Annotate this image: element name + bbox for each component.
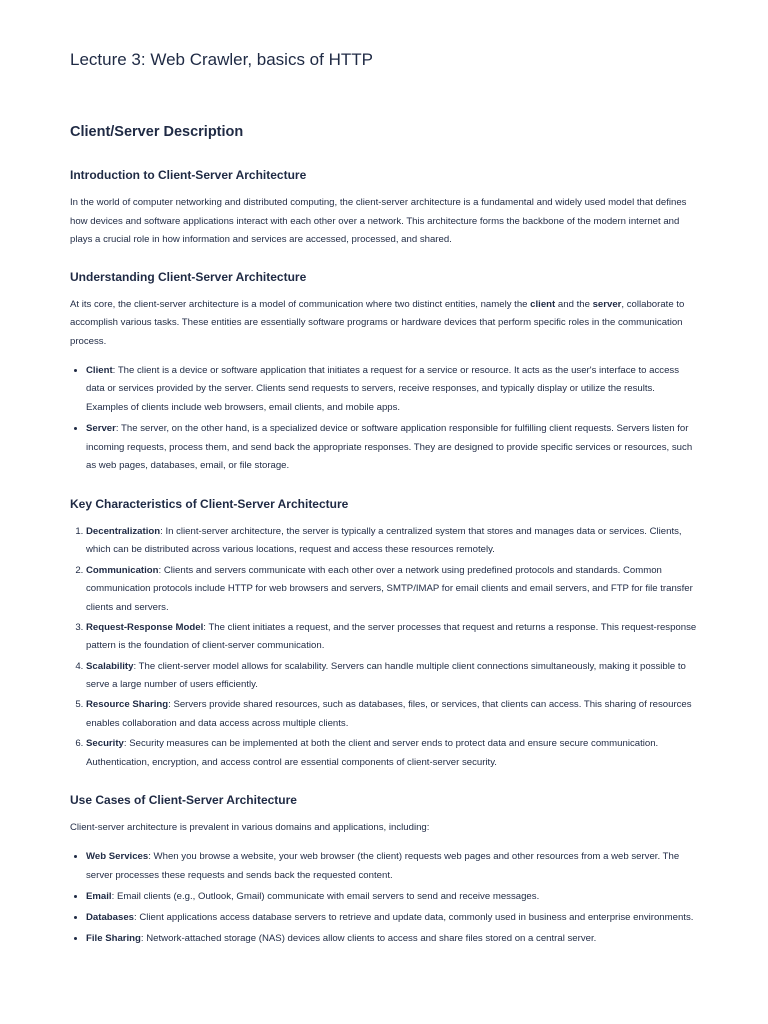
list-item — [86, 523, 698, 560]
list-item-term: File Sharing — [86, 933, 141, 945]
roles-list — [70, 361, 698, 476]
use-cases-list — [70, 847, 698, 949]
list-item-term: Email — [86, 890, 112, 902]
list-item-text: : The client initiates a request, and the server processes that request and returns a response. This request-response pattern is the foundation of client-server communication. — [86, 621, 697, 652]
list-item-term: Web Services — [86, 851, 149, 862]
list-item-text: : Servers provide shared resources, such as databases, files, or services, that clients can access. This sharing of resources enables collaboration and data access across multiple clients. — [86, 699, 692, 730]
list-item-term: Server — [86, 422, 116, 434]
list-item-text: : Network-attached storage (NAS) devices allow clients to access and share files stored on a central server. — [140, 933, 597, 945]
document-title: Lecture 3: Web Crawler, basics of HTTP — [70, 50, 373, 69]
list-item-term: Resource Sharing — [86, 699, 169, 711]
list-item — [86, 361, 698, 418]
list-item — [86, 847, 698, 885]
paragraph-text: At its core, the client-server architecture is a model of communication where two distinct entities, namely the — [70, 298, 531, 310]
list-item-text: : Client applications access database servers to retrieve and update data, commonly used in business and enterprise environments. — [134, 911, 694, 923]
list-item-term: Client — [86, 364, 113, 376]
list-item-term: Databases — [86, 911, 134, 923]
list-item — [86, 887, 698, 907]
intro-paragraph: In the world of computer networking and distributed computing, the client-server architecture is a fundamental and widely used model that defines how devices and software applications interact with each other over a network. This architecture forms the backbone of the modern internet and plays a crucial role in how information and services are accessed, processed, and shared. — [70, 197, 687, 246]
list-item-term: Decentralization — [86, 525, 161, 537]
use-cases-intro: Client-server architecture is prevalent in various domains and applications, including: — [70, 822, 430, 834]
characteristics-heading: Key Characteristics of Client-Server Architecture — [70, 496, 349, 511]
list-item — [86, 908, 698, 928]
list-item-text: : In client-server architecture, the server is typically a centralized system that stores and manages data or services. Clients, which can be distributed across various locations, request and access these resources remotely. — [86, 525, 682, 556]
list-item-text: : When you browse a website, your web browser (the client) requests web pages and other resources from a web server. The server processes these requests and sends back the requested content. — [86, 851, 680, 881]
list-item — [86, 735, 698, 772]
list-item-text: : Email clients (e.g., Outlook, Gmail) communicate with email servers to send and receive messages. — [111, 890, 540, 902]
understanding-heading: Understanding Client-Server Architecture — [70, 269, 307, 284]
list-item-text: : The server, on the other hand, is a specialized device or software application responsible for fulfilling client requests. Servers listen for incoming requests, process them, and send back the appropriate responses. They are designed to provide specific services or resources, such as web pages, databases, email, or file storage. — [86, 422, 693, 472]
intro-heading: Introduction to Client-Server Architecture — [70, 168, 307, 182]
paragraph-text: , collaborate to accomplish various tasks. These entities are essentially software programs or hardware devices that perform specific roles in the communication process. — [70, 298, 685, 347]
list-item-text: : Clients and servers communicate with each other over a network using predefined protocols and standards. Common communication protocols include HTTP for web browsers and servers, SMTP/IMAP for email clients and email servers, and FTP for file transfer clients and servers. — [86, 564, 693, 613]
understanding-paragraph — [70, 296, 698, 352]
use-cases-heading: Use Cases of Client-Server Architecture — [70, 793, 297, 808]
characteristics-list — [70, 523, 698, 773]
list-item — [86, 619, 698, 656]
list-item-term: Communication — [86, 564, 159, 576]
section-title: Client/Server Description — [70, 124, 244, 140]
list-item — [86, 562, 698, 618]
list-item-term: Scalability — [86, 660, 134, 672]
list-item-term: Request-Response Model — [86, 621, 204, 633]
list-item-text: : Security measures can be implemented at both the client and server ends to protect data and ensure secure communication. Authentication, encryption, and access control are essential components of client-server security. — [86, 738, 659, 768]
paragraph-term-server: server — [592, 298, 622, 310]
list-item — [86, 658, 698, 695]
paragraph-text: and the — [555, 298, 593, 310]
paragraph-term-client: client — [530, 298, 556, 310]
document-body — [70, 168, 698, 970]
list-item — [86, 419, 698, 476]
list-item — [86, 696, 698, 733]
list-item — [86, 929, 698, 949]
list-item-text: : The client is a device or software application that initiates a request for a service or resource. It acts as the user's interface to access data or services provided by the server. Clients send requests to servers, receive responses, and typically display or utilize the results. Examples of clients include web browsers, email clients, and mobile apps. — [86, 364, 680, 413]
list-item-text: : The client-server model allows for scalability. Servers can handle multiple client connections simultaneously, making it possible to serve a large number of users efficiently. — [86, 660, 686, 691]
list-item-term: Security — [86, 738, 124, 750]
